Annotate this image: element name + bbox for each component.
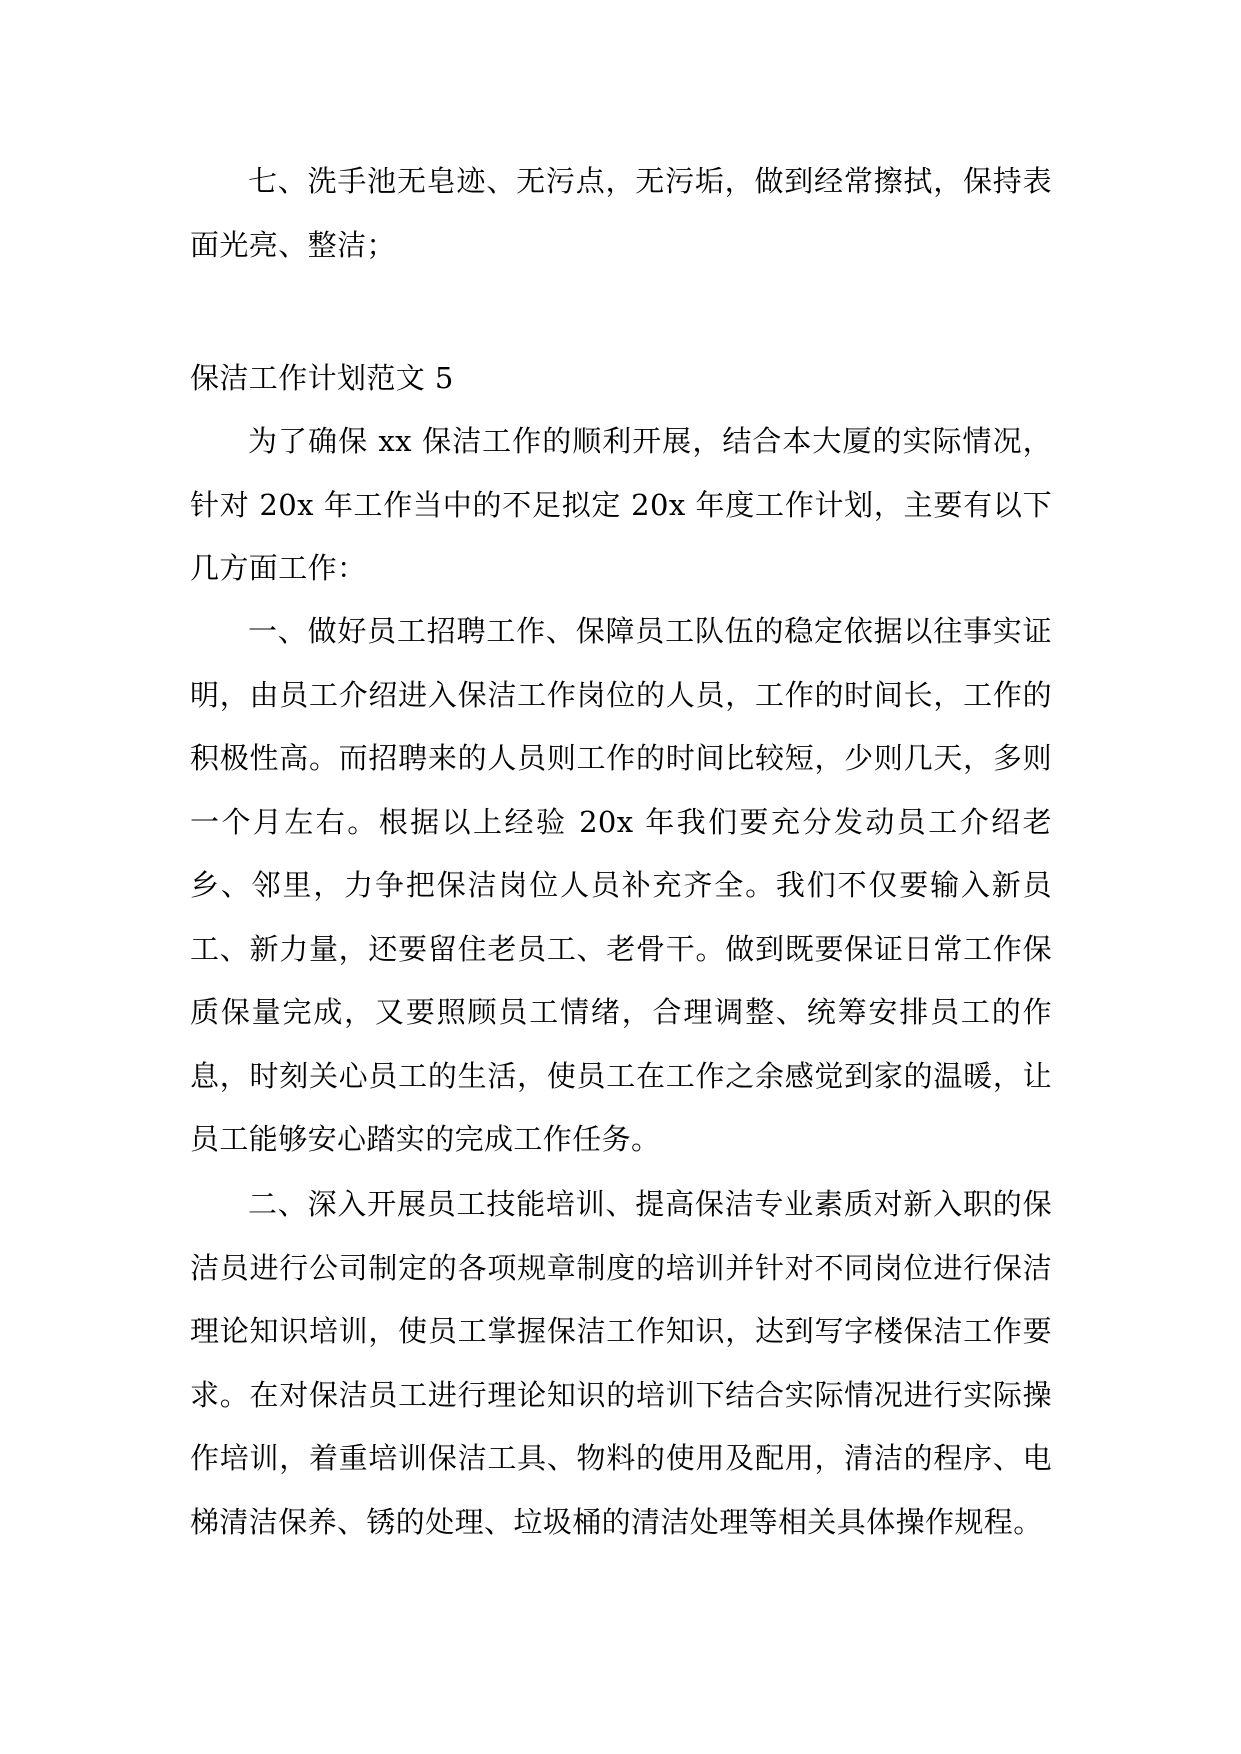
- section-two-paragraph: 二、深入开展员工技能培训、提高保洁专业素质对新入职的保洁员进行公司制定的各项规章制度的培训并针对不同岗位进行保洁理论知识培训，使员工掌握保洁工作知识，达到写字楼保洁工作要求。在对保洁员工进行理论知识的培训下结合实际情况进行实际操作培训，着重培训保洁工具、物料的使用及配用，清洁的程序、电梯清洁保养、锈的处理、垃圾桶的清洁处理等相关具体操作规程。: [190, 1187, 1052, 1539]
- section-one-paragraph: 一、做好员工招聘工作、保障员工队伍的稳定依据以往事实证明，由员工介绍进入保洁工作岗位的人员，工作的时间长，工作的积极性高。而招聘来的人员则工作的时间比较短，少则几天，多则一个月左右。根据以上经验 20x 年我们要充分发动员工介绍老乡、邻里，力争把保洁岗位人员补充齐全。我们不仅要输入新员工、新力量，还要留住老员工、老骨干。做到既要保证日常工作保质保量完成，又要照顾员工情绪，合理调整、统筹安排员工的作息，时刻关心员工的生活，使员工在工作之余感觉到家的温暖，让员工能够安心踏实的完成工作任务。: [190, 614, 1052, 1156]
- intro-paragraph: 为了确保 xx 保洁工作的顺利开展，结合本大厦的实际情况，针对 20x 年工作当中的不足拟定 20x 年度工作计划，主要有以下几方面工作：: [190, 424, 1052, 585]
- paragraph-item-seven: 七、洗手池无皂迹、无污点，无污垢，做到经常擦拭，保持表面光亮、整洁；: [190, 164, 1052, 262]
- section-heading: 保洁工作计划范文 5: [190, 361, 454, 395]
